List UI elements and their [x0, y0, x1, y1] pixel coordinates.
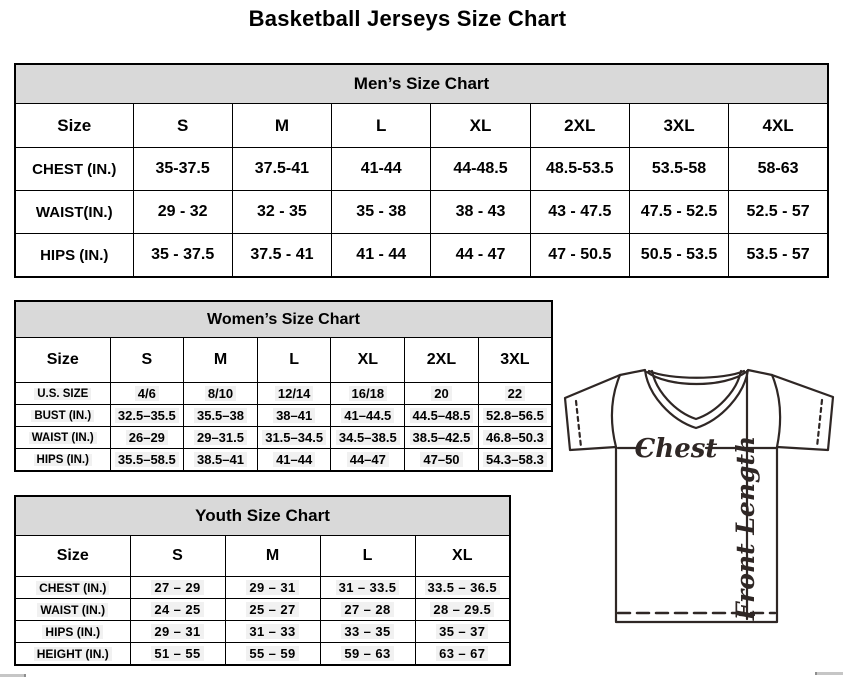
cell-value: 32.5–35.5 — [110, 405, 184, 427]
cell-value: 38.5–42.5 — [405, 427, 479, 449]
cell-value: 41–44 — [257, 449, 331, 472]
cell-value: 44-48.5 — [431, 148, 530, 191]
row-label: WAIST (IN.) — [15, 599, 130, 621]
cell-value: 46.8–50.3 — [478, 427, 552, 449]
row-label: WAIST(IN.) — [15, 191, 133, 234]
table-row — [15, 405, 552, 427]
column-header: Size — [15, 536, 130, 577]
cell-value: 33.5 – 36.5 — [415, 577, 510, 599]
page-title: Basketball Jerseys Size Chart — [248, 6, 567, 31]
women-header-row — [15, 338, 552, 383]
column-header: S — [130, 536, 225, 577]
table-row — [15, 234, 828, 278]
left-cuff-dashed-line — [576, 401, 581, 447]
column-header: L — [332, 104, 431, 148]
cell-value: 35 - 38 — [332, 191, 431, 234]
row-label: HEIGHT (IN.) — [15, 643, 130, 666]
column-header: XL — [431, 104, 530, 148]
cell-value: 29 – 31 — [225, 577, 320, 599]
table-row — [15, 577, 510, 599]
cell-value: 4/6 — [110, 383, 184, 405]
jersey-measurement-diagram — [558, 363, 840, 629]
cell-value: 58-63 — [729, 148, 828, 191]
youth-header-row — [15, 536, 510, 577]
cell-value: 47.5 - 52.5 — [629, 191, 728, 234]
scrollbar-fragment-right — [815, 672, 843, 675]
cell-value: 34.5–38.5 — [331, 427, 405, 449]
cell-value: 53.5 - 57 — [729, 234, 828, 278]
cell-value: 16/18 — [331, 383, 405, 405]
youth-size-chart-table — [14, 495, 511, 666]
cell-value: 52.5 - 57 — [729, 191, 828, 234]
table-row — [15, 449, 552, 472]
cell-value: 35.5–58.5 — [110, 449, 184, 472]
chest-label: Chest — [634, 434, 718, 464]
cell-value: 31 – 33.5 — [320, 577, 415, 599]
column-header: M — [225, 536, 320, 577]
cell-value: 51 – 55 — [130, 643, 225, 666]
cell-value: 63 – 67 — [415, 643, 510, 666]
cell-value: 52.8–56.5 — [478, 405, 552, 427]
cell-value: 41-44 — [332, 148, 431, 191]
cell-value: 29 – 31 — [130, 621, 225, 643]
collar-back-arc-2 — [649, 371, 744, 378]
column-header: 3XL — [478, 338, 552, 383]
cell-value: 35-37.5 — [133, 148, 232, 191]
youth-table-title: Youth Size Chart — [15, 496, 510, 536]
cell-value: 35.5–38 — [184, 405, 258, 427]
cell-value: 55 – 59 — [225, 643, 320, 666]
column-header: 2XL — [530, 104, 629, 148]
column-header: Size — [15, 104, 133, 148]
cell-value: 38 - 43 — [431, 191, 530, 234]
womens-size-chart-table — [14, 300, 553, 472]
cell-value: 35 – 37 — [415, 621, 510, 643]
column-header: S — [133, 104, 232, 148]
cell-value: 31 – 33 — [225, 621, 320, 643]
row-label: WAIST (IN.) — [15, 427, 110, 449]
cell-value: 8/10 — [184, 383, 258, 405]
cell-value: 25 – 27 — [225, 599, 320, 621]
table-row — [15, 621, 510, 643]
cell-value: 29–31.5 — [184, 427, 258, 449]
cell-value: 12/14 — [257, 383, 331, 405]
cell-value: 48.5-53.5 — [530, 148, 629, 191]
column-header: 2XL — [405, 338, 479, 383]
cell-value: 50.5 - 53.5 — [629, 234, 728, 278]
cell-value: 59 – 63 — [320, 643, 415, 666]
cell-value: 20 — [405, 383, 479, 405]
cell-value: 41 - 44 — [332, 234, 431, 278]
scrollbar-fragment-left — [0, 674, 26, 677]
table-row — [15, 599, 510, 621]
column-header: XL — [331, 338, 405, 383]
cell-value: 43 - 47.5 — [530, 191, 629, 234]
column-header: S — [110, 338, 184, 383]
cell-value: 47 - 50.5 — [530, 234, 629, 278]
cell-value: 47–50 — [405, 449, 479, 472]
men-table-title: Men’s Size Chart — [15, 64, 828, 104]
cell-value: 35 - 37.5 — [133, 234, 232, 278]
row-label: HIPS (IN.) — [15, 234, 133, 278]
row-label: U.S. SIZE — [15, 383, 110, 405]
row-label: HIPS (IN.) — [15, 449, 110, 472]
women-table-title: Women’s Size Chart — [15, 301, 552, 338]
table-row — [15, 148, 828, 191]
cell-value: 29 - 32 — [133, 191, 232, 234]
cell-value: 27 – 28 — [320, 599, 415, 621]
column-header: L — [257, 338, 331, 383]
right-armhole-seam — [772, 375, 780, 447]
cell-value: 24 – 25 — [130, 599, 225, 621]
cell-value: 38.5–41 — [184, 449, 258, 472]
cell-value: 44.5–48.5 — [405, 405, 479, 427]
table-row — [15, 383, 552, 405]
cell-value: 37.5 - 41 — [232, 234, 331, 278]
column-header: M — [184, 338, 258, 383]
right-cuff-dashed-line — [817, 400, 822, 447]
column-header: Size — [15, 338, 110, 383]
cell-value: 41–44.5 — [331, 405, 405, 427]
cell-value: 31.5–34.5 — [257, 427, 331, 449]
column-header: 3XL — [629, 104, 728, 148]
cell-value: 32 - 35 — [232, 191, 331, 234]
cell-value: 44–47 — [331, 449, 405, 472]
cell-value: 54.3–58.3 — [478, 449, 552, 472]
row-label: CHEST (IN.) — [15, 577, 130, 599]
table-row — [15, 643, 510, 666]
jersey-outline — [565, 370, 833, 622]
cell-value: 26–29 — [110, 427, 184, 449]
cell-value: 37.5-41 — [232, 148, 331, 191]
table-row — [15, 427, 552, 449]
column-header: M — [232, 104, 331, 148]
left-armhole-seam — [612, 375, 620, 447]
column-header: XL — [415, 536, 510, 577]
men-header-row — [15, 104, 828, 148]
cell-value: 27 – 29 — [130, 577, 225, 599]
column-header: 4XL — [729, 104, 828, 148]
column-header: L — [320, 536, 415, 577]
row-label: HIPS (IN.) — [15, 621, 130, 643]
row-label: BUST (IN.) — [15, 405, 110, 427]
cell-value: 53.5-58 — [629, 148, 728, 191]
table-row — [15, 191, 828, 234]
cell-value: 38–41 — [257, 405, 331, 427]
cell-value: 28 – 29.5 — [415, 599, 510, 621]
cell-value: 22 — [478, 383, 552, 405]
cell-value: 33 – 35 — [320, 621, 415, 643]
cell-value: 44 - 47 — [431, 234, 530, 278]
mens-size-chart-table — [14, 63, 829, 278]
row-label: CHEST (IN.) — [15, 148, 133, 191]
front-length-label: Front Length — [731, 435, 760, 621]
